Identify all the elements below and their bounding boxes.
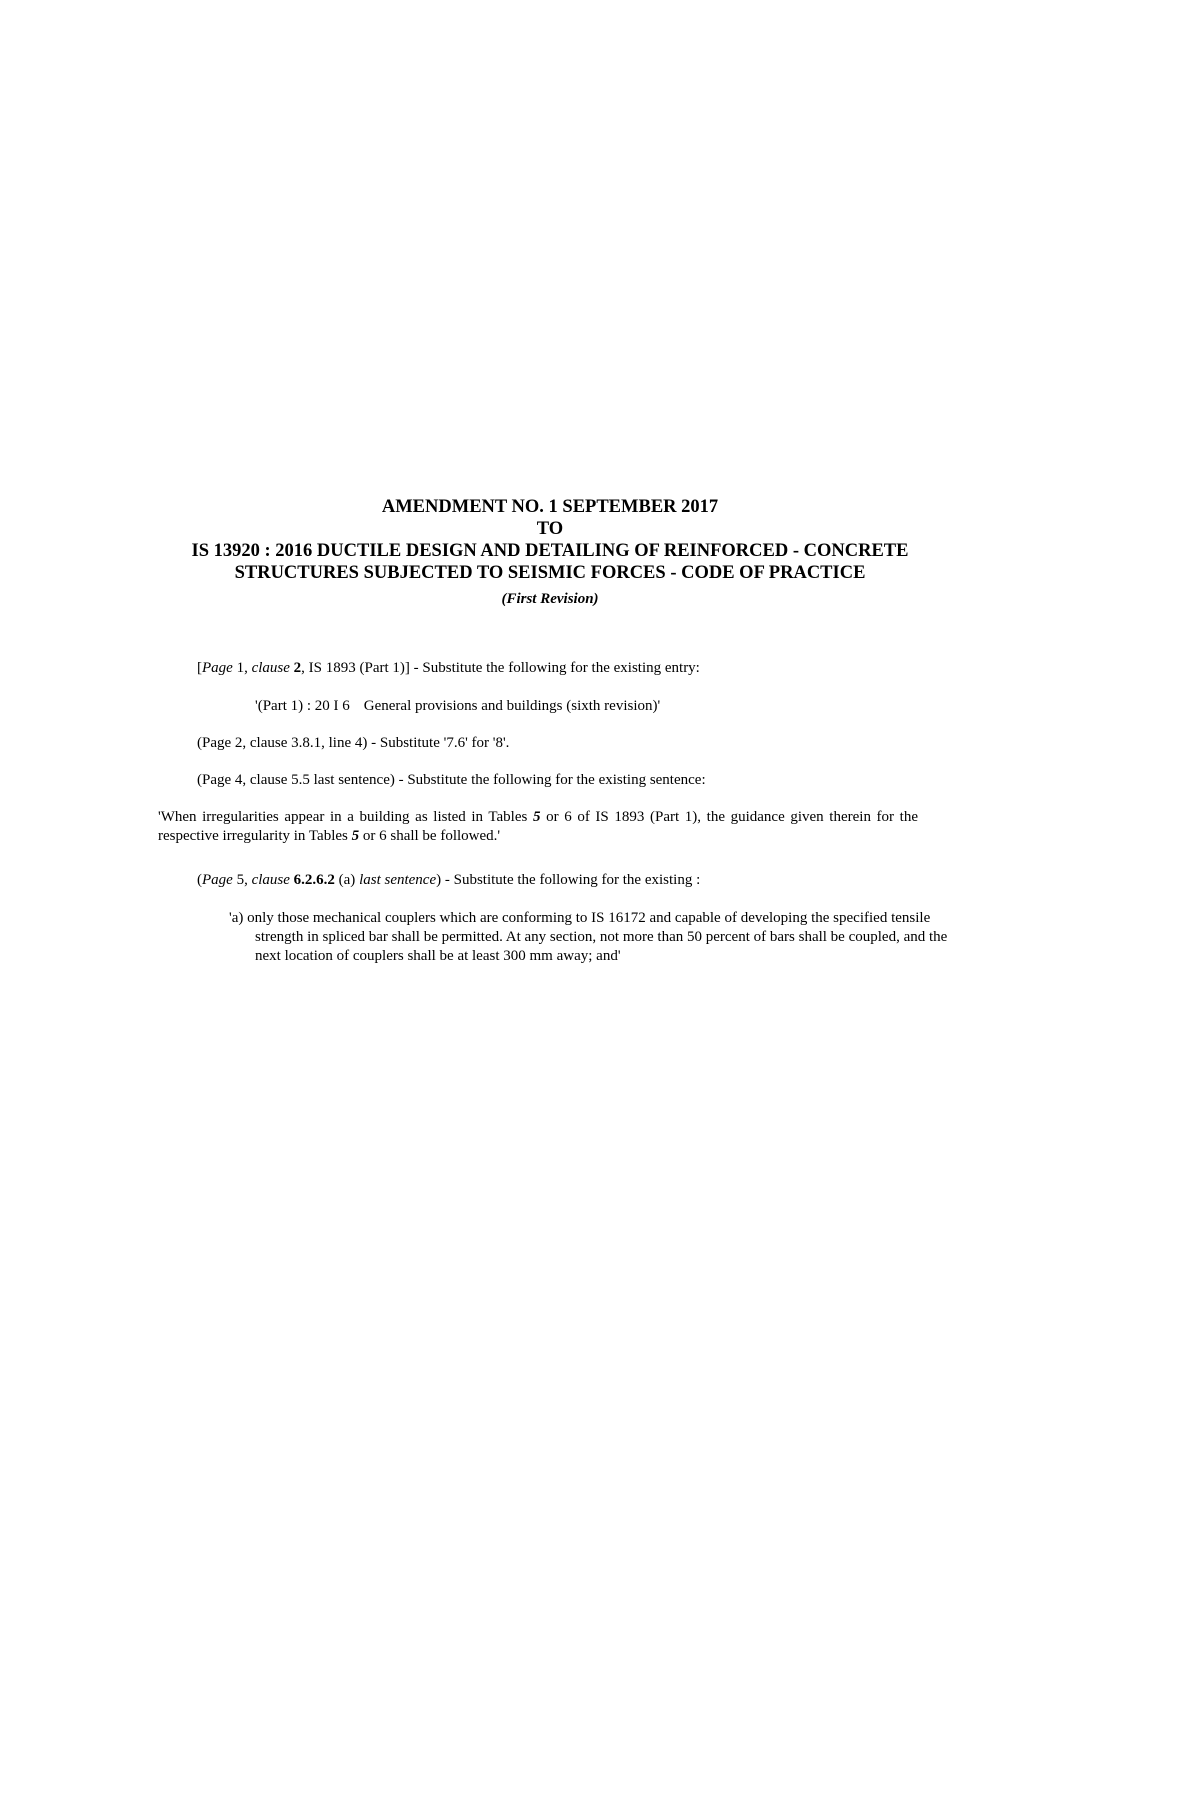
- open-paren: (: [197, 872, 202, 888]
- clause-word: clause: [251, 872, 290, 888]
- entry-text: General provisions and buildings (sixth revision)': [363, 698, 661, 714]
- amendment-number: AMENDMENT NO. 1 SEPTEMBER 2017: [381, 497, 719, 517]
- page-number: 5,: [232, 872, 252, 888]
- amendment-clause-6-2-6-2: [197, 871, 700, 890]
- page-word: Page: [202, 872, 233, 888]
- clause-number: 2: [293, 660, 302, 676]
- item-label: (a): [334, 872, 360, 888]
- amendment-clause-3-8-1: (Page 2, clause 3.8.1, line 4) - Substitute '7.6' for '8'.: [197, 735, 510, 751]
- replacement-entry: [255, 697, 660, 716]
- sentence-part-2: or 6 of IS 1893 (Part 1), the guidance given therein for the respective irregularity in Tables: [158, 809, 918, 844]
- sentence-part-1: 'When irregularities appear in a building as listed in Tables: [158, 809, 533, 825]
- clause-instruction: ) - Substitute the following for the existing :: [436, 872, 701, 888]
- table-number-1: 5: [532, 809, 541, 825]
- page-word: Page: [202, 660, 233, 676]
- sentence-part-3: or 6 shall be followed.': [359, 828, 501, 844]
- target-label: last sentence: [359, 872, 437, 888]
- title-to: TO: [536, 519, 564, 539]
- amendment-clause-2: [197, 659, 700, 678]
- clause-word: clause: [251, 660, 290, 676]
- replacement-sentence: [158, 808, 918, 846]
- table-number-2: 5: [351, 828, 360, 844]
- clause-number: 6.2.6.2: [293, 872, 335, 888]
- amendment-title: [190, 496, 910, 609]
- open-bracket: [: [197, 660, 202, 676]
- entry-part: '(Part 1) : 20 I 6: [255, 698, 350, 714]
- page-number: 1,: [232, 660, 252, 676]
- standard-title: IS 13920 : 2016 DUCTILE DESIGN AND DETAILING OF REINFORCED - CONCRETE STRUCTURES SUBJECTED TO SEISMIC FORCES - CODE OF PRACTICE: [191, 541, 909, 583]
- replacement-item-a: 'a) only those mechanical couplers which are conforming to IS 16172 and capable of developing the specified tensile strength in spliced bar shall be permitted. At any section, not more than 50 percent of bars shall be coupled, and the next location of couplers shall be at least 300 mm away; and': [229, 910, 948, 964]
- clause-instruction: , IS 1893 (Part 1)] - Substitute the following for the existing entry:: [301, 660, 700, 676]
- revision-subtitle: (First Revision): [501, 591, 599, 607]
- amendment-clause-5-5: (Page 4, clause 5.5 last sentence) - Substitute the following for the existing sentence:: [197, 772, 706, 788]
